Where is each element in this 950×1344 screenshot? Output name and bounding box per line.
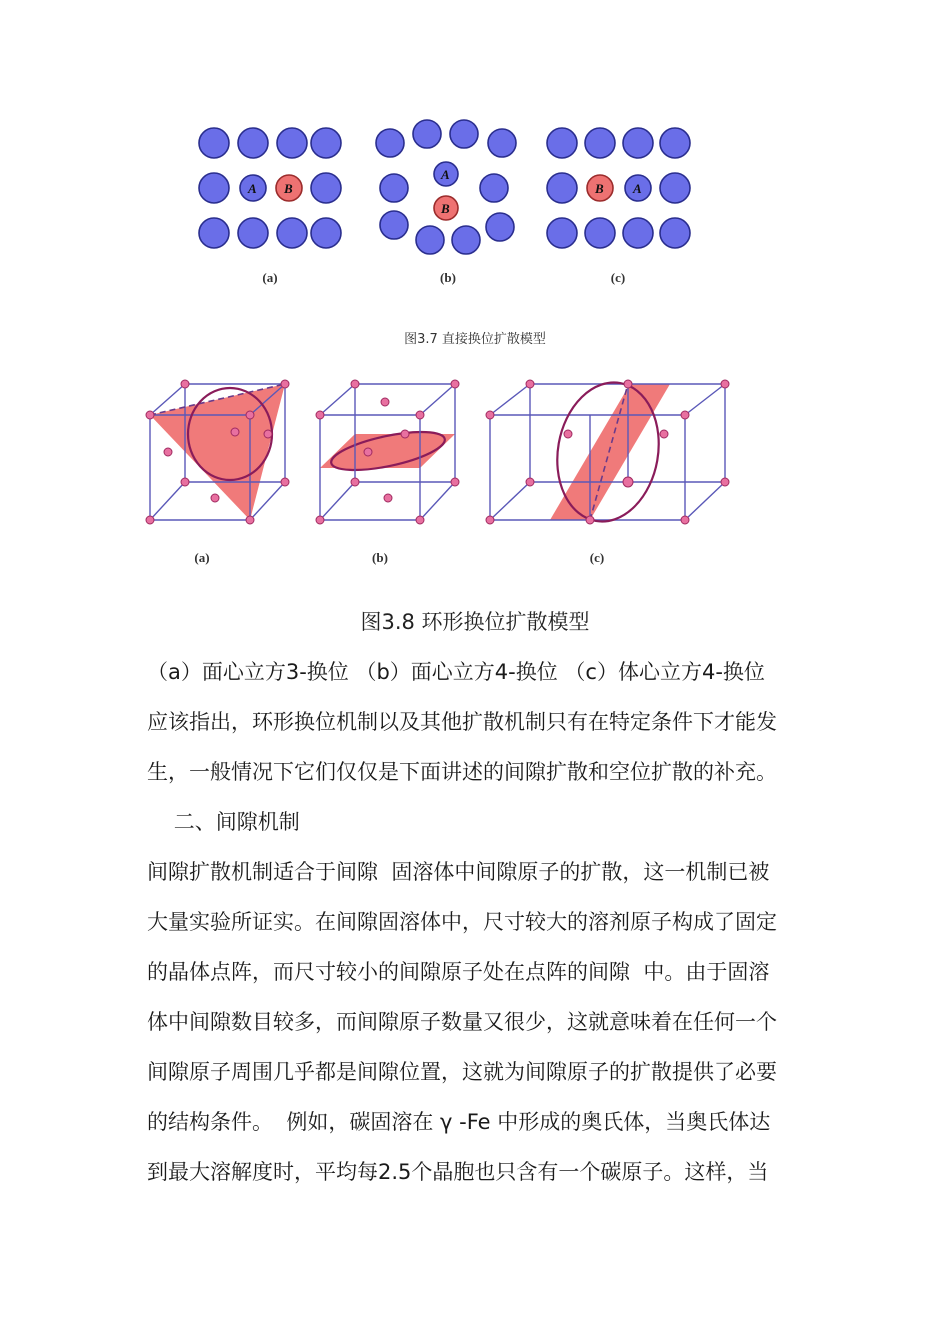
panel-a-fcc-cube (146, 380, 289, 524)
body-line-6: 体中间隙数目较多，而间隙原子数量又很少，这就意味着在任何一个 (147, 1010, 777, 1034)
figure-3-7-caption: 图3.7 直接换位扩散模型 (404, 332, 546, 347)
fig37-label-b: (b) (440, 270, 456, 285)
panel-b-atoms (376, 120, 516, 254)
fig38-label-b: (b) (372, 550, 388, 565)
figure-3-8-subcaption: （a）面心立方3-换位 （b）面心立方4-换位 （c）体心立方4-换位 (147, 660, 765, 684)
body-line-3: 间隙扩散机制适合于间隙 固溶体中间隙原子的扩散，这一机制已被 (147, 860, 770, 884)
atom-a-label-b: A (441, 167, 450, 182)
panel-c-bcc-cube (486, 374, 729, 529)
body-line-5: 的晶体点阵，而尺寸较小的间隙原子处在点阵的间隙 中。由于固溶 (147, 960, 770, 984)
body-line-8: 的结构条件。 例如，碳固溶在 γ -Fe 中形成的奥氏体，当奥氏体达 (147, 1110, 771, 1134)
panel-b-fcc-cube (316, 380, 459, 524)
atom-b-label-c: B (595, 181, 604, 196)
atom-b-label-b: B (441, 201, 450, 216)
figure-3-8-caption: 图3.8 环形换位扩散模型 (360, 610, 590, 634)
panel-c-atoms (547, 128, 690, 248)
panel-a-atoms (199, 128, 341, 248)
body-line-4: 大量实验所证实。在间隙固溶体中，尺寸较大的溶剂原子构成了固定 (147, 910, 777, 934)
fig38-label-c: (c) (589, 550, 605, 565)
figure-3-8 (140, 370, 740, 530)
fig37-label-c: (c) (610, 270, 626, 285)
atom-a-label: A (248, 181, 257, 196)
atom-a-label-c: A (633, 181, 642, 196)
figure-3-7 (190, 110, 750, 260)
body-line-7: 间隙原子周围几乎都是间隙位置，这就为间隙原子的扩散提供了必要 (147, 1060, 777, 1084)
body-line-1: 应该指出，环形换位机制以及其他扩散机制只有在特定条件下才能发 (147, 710, 777, 734)
body-line-9: 到最大溶解度时，平均每2.5个晶胞也只含有一个碳原子。这样，当 (147, 1160, 769, 1184)
section-heading: 二、间隙机制 (147, 810, 300, 834)
atom-b-label: B (284, 181, 293, 196)
fig37-label-a: (a) (262, 270, 278, 285)
body-line-2: 生，一般情况下它们仅仅是下面讲述的间隙扩散和空位扩散的补充。 (147, 760, 777, 784)
fig38-label-a: (a) (194, 550, 210, 565)
